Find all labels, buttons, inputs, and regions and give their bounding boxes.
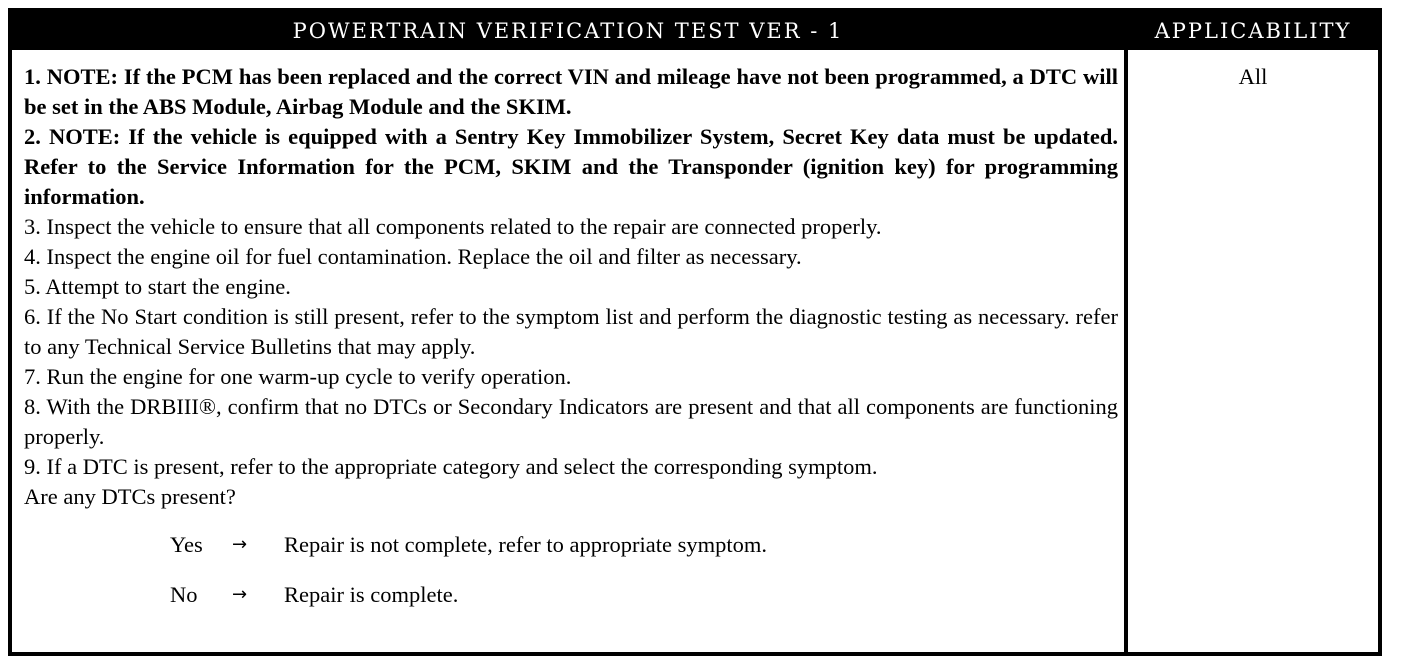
step-7: 7. Run the engine for one warm-up cycle to verify operation. [24, 364, 572, 389]
step-5: 5. Attempt to start the engine. [24, 274, 291, 299]
answers [24, 530, 1118, 630]
step-1-note: 1. NOTE: If the PCM has been replaced and the correct VIN and mileage have not been programmed, a DTC will be set in the ABS Module, Airbag Module and the SKIM. [24, 64, 1118, 119]
step-9: 9. If a DTC is present, refer to the appropriate category and select the corresponding symptom. [24, 454, 878, 479]
step-4: 4. Inspect the engine oil for fuel contamination. Replace the oil and filter as necessary. [24, 244, 802, 269]
column-divider [1124, 50, 1128, 652]
answer-yes-label: Yes [170, 532, 203, 557]
answer-no [24, 580, 1118, 630]
arrow-right-icon: → [232, 584, 248, 605]
step-2-note: 2. NOTE: If the vehicle is equipped with a Sentry Key Immobilizer System, Secret Key data must be updated. Refer to the Service Information for the PCM, SKIM and the Transponder (ignition key) for programming information. [24, 124, 1118, 209]
question: Are any DTCs present? [24, 484, 236, 509]
answer-no-label: No [170, 582, 198, 607]
arrow-right-icon: → [232, 534, 248, 555]
applicability-header: APPLICABILITY [1154, 19, 1352, 43]
step-6: 6. If the No Start condition is still present, refer to the symptom list and perform the diagnostic testing as necessary. refer to any Technical Service Bulletins that may apply. [24, 304, 1118, 359]
step-8: 8. With the DRBIII®, confirm that no DTCs or Secondary Indicators are present and that all components are functioning properly. [24, 394, 1118, 449]
answer-no-text: Repair is complete. [284, 582, 459, 607]
applicability-value: All [1238, 64, 1268, 89]
procedure-steps [24, 62, 1118, 630]
answer-yes [24, 530, 1118, 580]
step-3: 3. Inspect the vehicle to ensure that all components related to the repair are connected properly. [24, 214, 882, 239]
table-header [12, 12, 1378, 50]
answer-yes-text: Repair is not complete, refer to appropriate symptom. [284, 532, 767, 557]
test-title: POWERTRAIN VERIFICATION TEST VER - 1 [292, 19, 844, 43]
test-table [8, 8, 1382, 656]
